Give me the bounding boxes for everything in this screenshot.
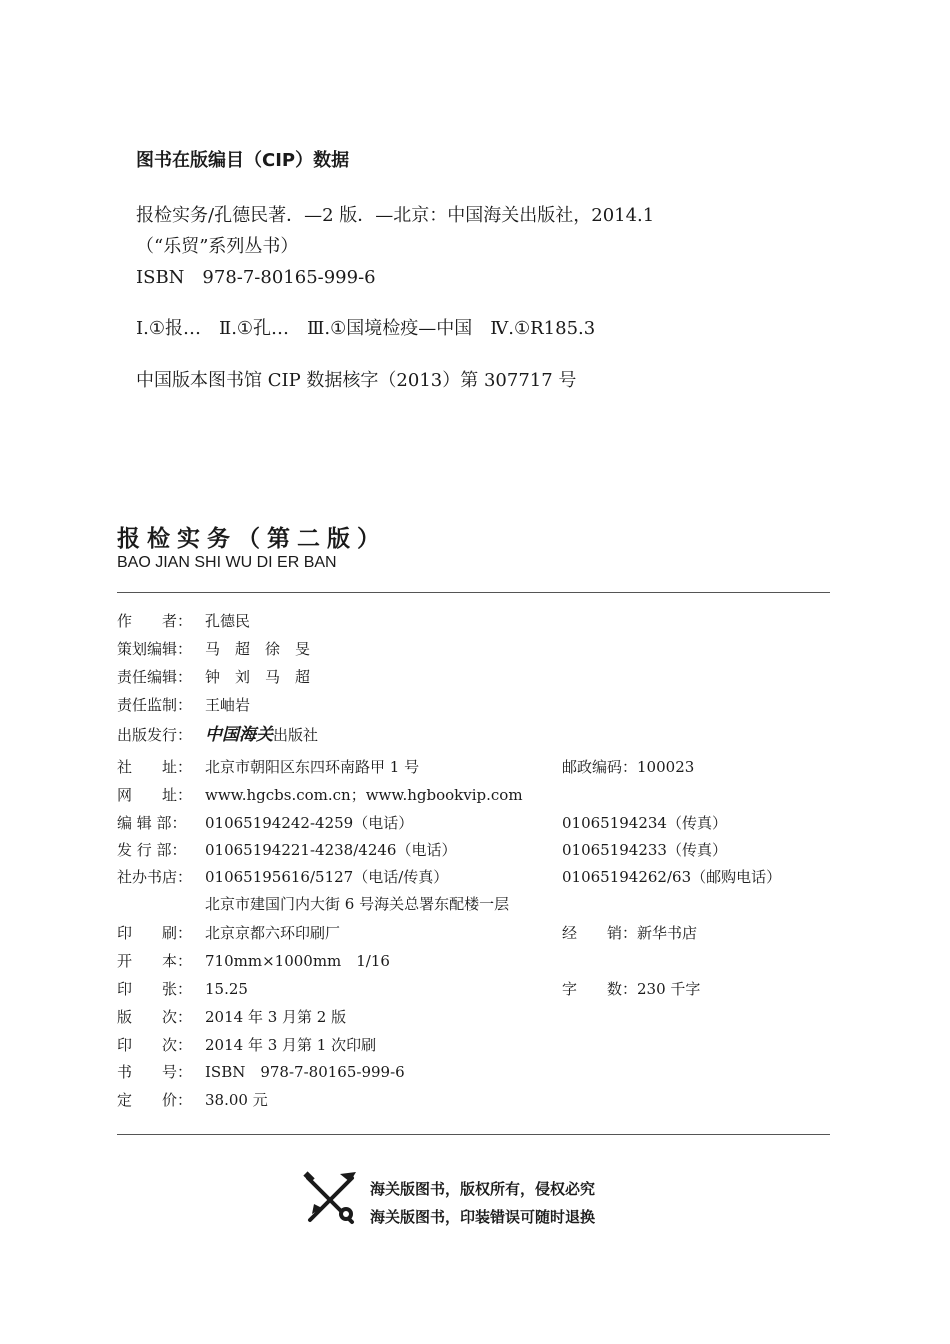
isbn-value: ISBN 978-7-80165-999-6 xyxy=(205,1063,405,1081)
price-row xyxy=(117,1091,268,1109)
postcode-row xyxy=(562,758,694,776)
price-label: 定 价： xyxy=(117,1091,193,1109)
editor-row xyxy=(117,668,310,686)
editor-value: 钟 刘 马 超 xyxy=(205,668,311,686)
supervisor-value: 王岫岩 xyxy=(205,696,251,714)
printer-label: 印 刷： xyxy=(117,924,193,942)
notice-line-2: 海关版图书，印装错误可随时退换 xyxy=(370,1208,596,1226)
distributor-label: 经 销： xyxy=(562,924,638,942)
publisher-suffix: 出版社 xyxy=(273,726,319,744)
printing-value: 2014 年 3 月第 1 次印刷 xyxy=(205,1036,377,1054)
edition-value: 2014 年 3 月第 2 版 xyxy=(205,1008,347,1026)
sheets-value: 15.25 xyxy=(205,980,248,998)
edit-fax: 01065194234（传真） xyxy=(562,814,727,832)
bottom-divider xyxy=(117,1134,830,1135)
format-row xyxy=(117,952,390,970)
editor-label: 责任编辑： xyxy=(117,668,193,686)
words-label: 字 数： xyxy=(562,980,638,998)
postcode-value: 100023 xyxy=(637,758,695,776)
bookstore-value: 01065195616/5127（电话/传真） xyxy=(205,868,449,886)
publisher-label: 出版发行： xyxy=(117,726,193,744)
edition-row xyxy=(117,1008,346,1026)
address-row xyxy=(117,758,419,776)
supervisor-row xyxy=(117,696,250,714)
sheets-row xyxy=(117,980,248,998)
publisher-row xyxy=(117,726,318,744)
bookstore-label: 社办书店： xyxy=(117,868,193,886)
cip-line-2: （“乐贸”系列丛书） xyxy=(136,236,299,257)
cip-heading: 图书在版编目（CIP）数据 xyxy=(136,150,350,171)
format-label: 开 本： xyxy=(117,952,193,970)
notice-line-1: 海关版图书，版权所有，侵权必究 xyxy=(370,1180,596,1198)
web-value: www.hgcbs.com.cn；www.hgbookvip.com xyxy=(205,786,523,804)
web-label: 网 址： xyxy=(117,786,193,804)
top-divider xyxy=(117,592,830,593)
address-value: 北京市朝阳区东四环南路甲 1 号 xyxy=(205,758,420,776)
postcode-label: 邮政编码： xyxy=(562,758,638,776)
address-label: 社 址： xyxy=(117,758,193,776)
web-row xyxy=(117,786,523,804)
format-value: 710mm×1000mm 1/16 xyxy=(205,952,390,970)
sales-fax: 01065194233（传真） xyxy=(562,841,727,859)
printing-label: 印 次： xyxy=(117,1036,193,1054)
planner-row xyxy=(117,640,310,658)
words-value: 230 千字 xyxy=(637,980,701,998)
price-value: 38.00 元 xyxy=(205,1091,268,1109)
customs-emblem-icon xyxy=(300,1168,362,1230)
supervisor-label: 责任监制： xyxy=(117,696,193,714)
publisher-logo: 中国海关 xyxy=(205,725,273,745)
edit-dept-label: 编 辑 部： xyxy=(117,814,187,832)
printer-row xyxy=(117,924,340,942)
bookstore-mail: 01065194262/63（邮购电话） xyxy=(562,868,782,886)
distributor-row xyxy=(562,924,697,942)
sales-dept-label: 发 行 部： xyxy=(117,841,187,859)
sales-dept-value: 01065194221-4238/4246（电话） xyxy=(205,841,457,859)
words-row xyxy=(562,980,700,998)
edition-label: 版 次： xyxy=(117,1008,193,1026)
planner-label: 策划编辑： xyxy=(117,640,193,658)
printer-value: 北京京都六环印刷厂 xyxy=(205,924,341,942)
author-value: 孔德民 xyxy=(205,612,251,630)
cip-line-4: Ⅰ.①报… Ⅱ.①孔… Ⅲ.①国境检疫—中国 Ⅳ.①R185.3 xyxy=(136,318,596,339)
distributor-value: 新华书店 xyxy=(637,924,698,942)
cip-line-1: 报检实务/孔德民著．—2 版．—北京：中国海关出版社，2014.1 xyxy=(136,205,655,226)
edit-dept-row xyxy=(117,814,413,832)
author-label: 作 者： xyxy=(117,612,193,630)
cip-line-3: ISBN 978-7-80165-999-6 xyxy=(136,267,376,288)
author-row xyxy=(117,612,250,630)
isbn-label: 书 号： xyxy=(117,1063,193,1081)
printing-row xyxy=(117,1036,376,1054)
isbn-row xyxy=(117,1063,405,1081)
planner-value: 马 超 徐 旻 xyxy=(205,640,311,658)
bookstore-address: 北京市建国门内大街 6 号海关总署东配楼一层 xyxy=(205,895,510,913)
sales-dept-row xyxy=(117,841,456,859)
sheets-label: 印 张： xyxy=(117,980,193,998)
cip-line-5: 中国版本图书馆 CIP 数据核字（2013）第 307717 号 xyxy=(136,370,577,391)
edit-dept-value: 01065194242-4259（电话） xyxy=(205,814,414,832)
bookstore-row xyxy=(117,868,448,886)
book-pinyin: BAO JIAN SHI WU DI ER BAN xyxy=(117,554,337,571)
book-title: 报检实务（第二版） xyxy=(117,526,387,552)
